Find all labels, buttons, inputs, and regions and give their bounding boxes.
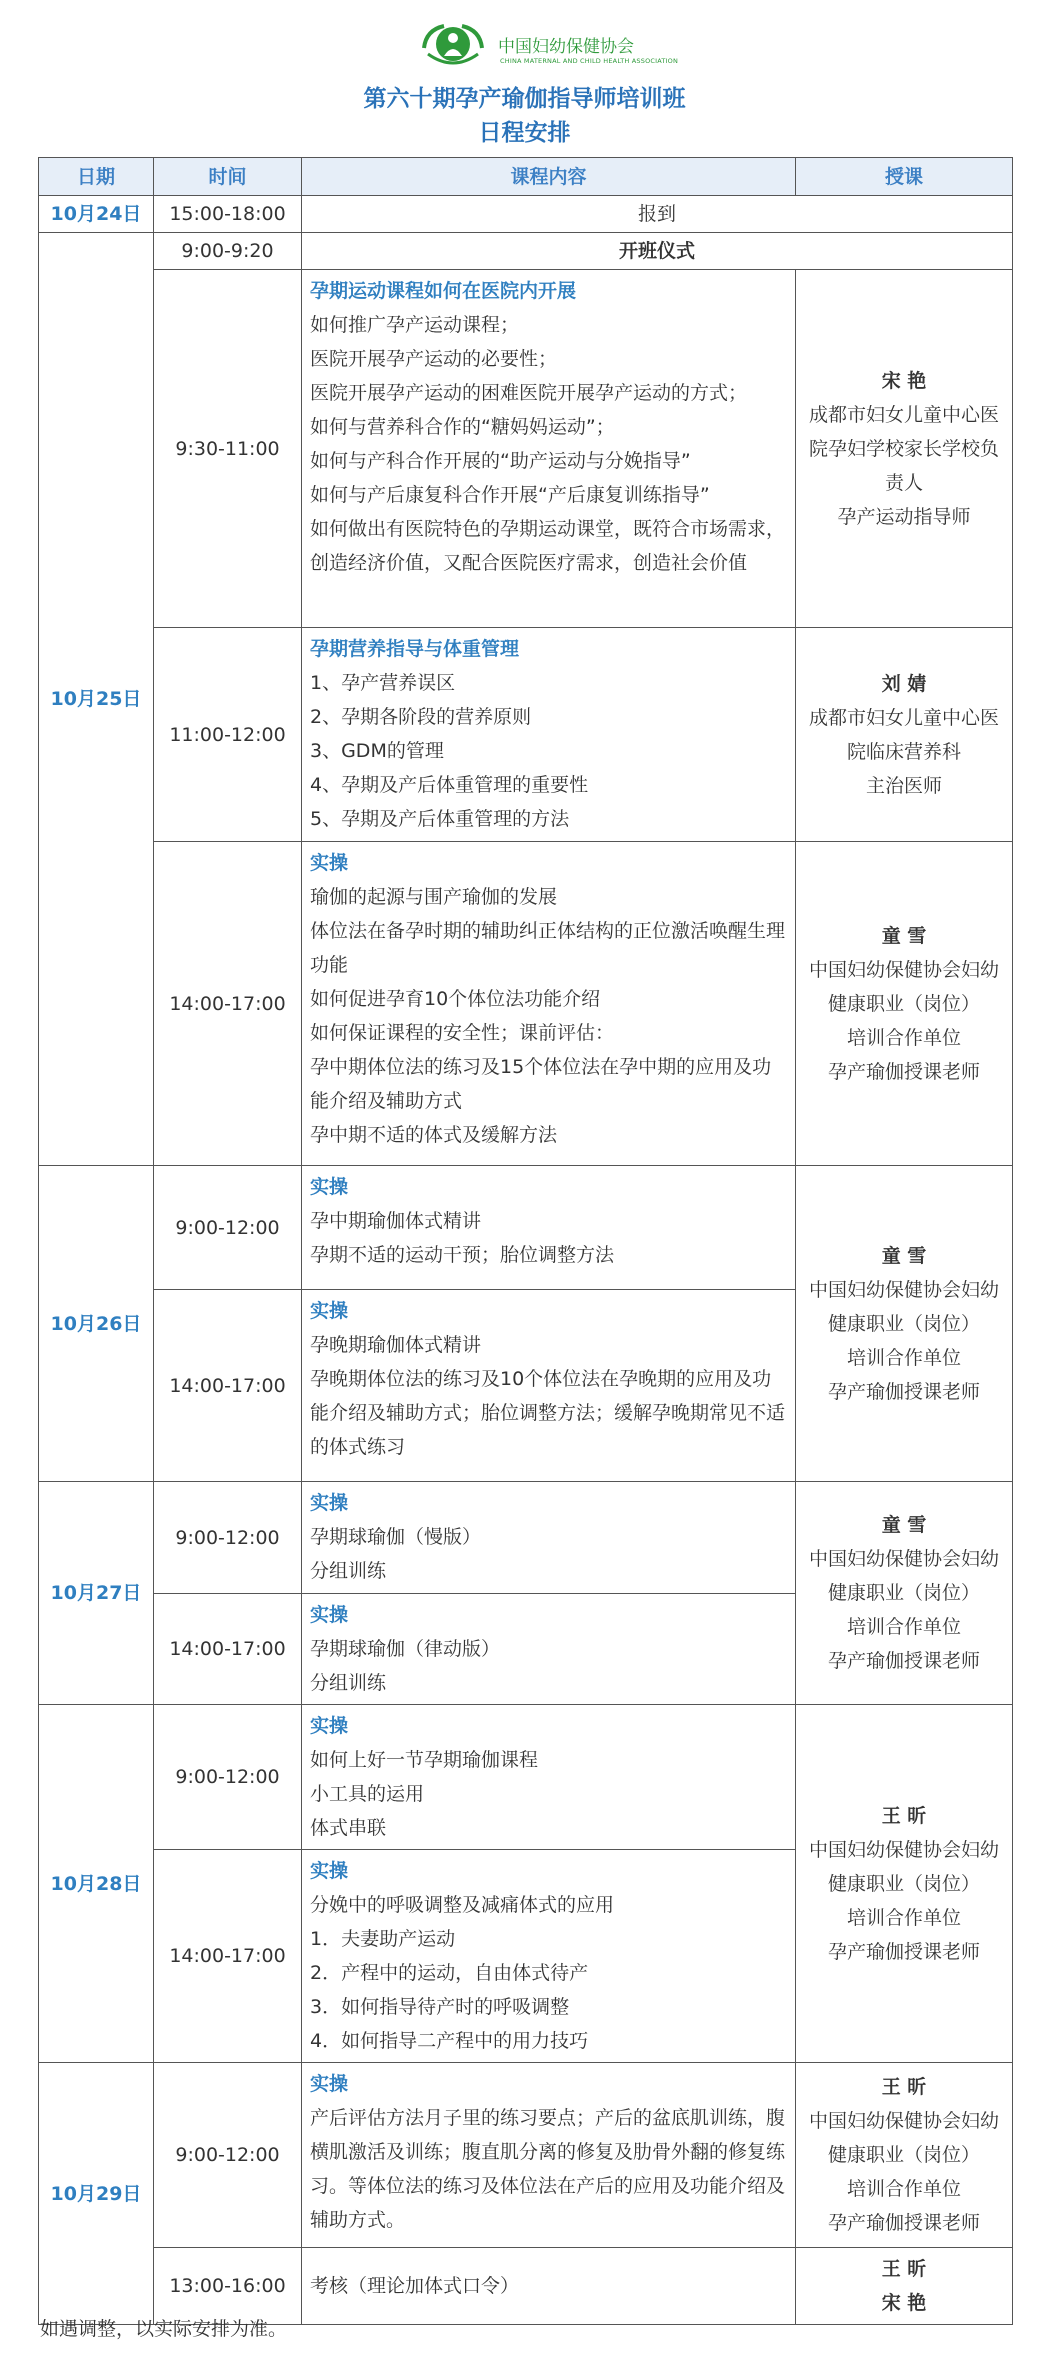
table-row (39, 842, 1013, 1166)
teacher-name: 宋 艳 (881, 369, 927, 392)
teacher-info: 孕产瑜伽授课老师 (827, 1650, 980, 1672)
course-line: 2．产程中的运动，自由体式待产 (310, 1962, 589, 1984)
course-line: 孕中期体位法的练习及15个体位法在孕中期的应用及功能介绍及辅助方式 (310, 1056, 772, 1112)
teacher-cell (796, 842, 1013, 1166)
teacher-cell (796, 2063, 1013, 2248)
time-cell: 11:00-12:00 (154, 628, 302, 842)
course-title: 实操 (310, 1492, 349, 1514)
course-line: 孕期球瑜伽（律动版） (310, 1638, 501, 1660)
course-line: 孕中期不适的体式及缓解方法 (310, 1124, 558, 1146)
teacher-info: 孕产运动指导师 (837, 505, 971, 528)
teacher-info: 成都市妇女儿童中心医院临床营养科 (808, 706, 999, 763)
course-line: 孕中期瑜伽体式精讲 (310, 1210, 482, 1232)
time-cell: 14:00-17:00 (154, 1594, 302, 1705)
teacher-cell (796, 1705, 1013, 2063)
course-line: 1、孕产营养误区 (310, 672, 456, 694)
content-cell: 考核（理论加体式口令） (302, 2248, 796, 2325)
course-line: 如何做出有医院特色的孕期运动课堂，既符合市场需求，创造经济价值，又配合医院医疗需求，创造社会价值 (310, 518, 786, 574)
header-teacher: 授课 (796, 158, 1013, 196)
teacher-cell (796, 1482, 1013, 1705)
content-cell (302, 1594, 796, 1705)
course-title: 孕期运动课程如何在医院内开展 (310, 280, 577, 302)
teacher-info: 中国妇幼保健协会妇幼健康职业（岗位） (808, 1548, 999, 1604)
table-row (39, 1482, 1013, 1594)
course-title: 孕期营养指导与体重管理 (310, 638, 520, 660)
course-line: 医院开展孕产运动的困难医院开展孕产运动的方式； (310, 382, 748, 404)
date-cell: 10月27日 (39, 1482, 154, 1705)
footer-note: 如遇调整，以实际安排为准。 (40, 2318, 288, 2340)
teacher-info: 中国妇幼保健协会妇幼健康职业（岗位） (808, 1278, 999, 1335)
content-cell (302, 1705, 796, 1850)
org-name-cn: 中国妇幼保健协会 (498, 37, 634, 57)
teacher-cell (796, 1166, 1013, 1482)
date-cell: 10月29日 (39, 2063, 154, 2325)
course-line: 如何与营养科合作的“糖妈妈运动”； (310, 416, 615, 438)
teacher-cell (796, 270, 1013, 628)
course-line: 如何促进孕育10个体位法功能介绍 (310, 988, 601, 1010)
page-header (0, 0, 1049, 155)
teacher-name: 刘 婧 (881, 672, 927, 695)
content-cell (302, 1850, 796, 2063)
teacher-cell (796, 628, 1013, 842)
course-line: 1．夫妻助产运动 (310, 1928, 456, 1950)
course-line: 分组训练 (310, 1560, 387, 1582)
teacher-info: 培训合作单位 (846, 1906, 961, 1929)
course-line: 如何上好一节孕期瑜伽课程 (310, 1749, 539, 1771)
content-cell (302, 1482, 796, 1594)
teacher-name: 王 昕 (881, 2076, 927, 2098)
teacher-info: 中国妇幼保健协会妇幼健康职业（岗位） (808, 958, 999, 1015)
table-header-row (39, 158, 1013, 196)
time-cell: 14:00-17:00 (154, 1290, 302, 1482)
course-line: 医院开展孕产运动的必要性； (310, 348, 558, 370)
content-cell (302, 628, 796, 842)
date-cell: 10月26日 (39, 1166, 154, 1482)
course-line: 孕期不适的运动干预；胎位调整方法 (310, 1244, 615, 1266)
course-title: 实操 (310, 1176, 349, 1198)
page-subtitle: 日程安排 (478, 120, 571, 146)
course-line: 产后评估方法月子里的练习要点；产后的盆底肌训练，腹横肌激活及训练；腹直肌分离的修复及肋骨外翻的修复练习。等体位法的练习及体位法在产后的应用及功能介绍及辅助方式。 (310, 2107, 786, 2231)
course-line: 孕晚期体位法的练习及10个体位法在孕晚期的应用及功能介绍及辅助方式；胎位调整方法；缓解孕晚期常见不适的体式练习 (310, 1368, 786, 1458)
time-cell: 9:00-12:00 (154, 2063, 302, 2248)
teacher-info: 培训合作单位 (846, 1026, 961, 1049)
teacher-info: 培训合作单位 (846, 1346, 961, 1369)
teacher-name: 王 昕 (881, 2258, 927, 2280)
teacher-name: 童 雪 (881, 1244, 927, 1267)
course-title: 实操 (310, 1715, 349, 1737)
time-cell: 14:00-17:00 (154, 842, 302, 1166)
time-cell: 9:00-12:00 (154, 1705, 302, 1850)
table-row (39, 270, 1013, 628)
time-cell: 9:00-12:00 (154, 1482, 302, 1594)
teacher-name: 童 雪 (881, 1514, 927, 1536)
course-line: 分组训练 (310, 1672, 387, 1694)
table-row (39, 1705, 1013, 1850)
course-line: 孕晚期瑜伽体式精讲 (310, 1334, 482, 1356)
teacher-info: 培训合作单位 (846, 2178, 961, 2200)
course-line: 4．如何指导二产程中的用力技巧 (310, 2030, 589, 2052)
teacher-name: 王 昕 (881, 1804, 927, 1827)
teacher-name: 童 雪 (881, 924, 927, 947)
course-line: 3．如何指导待产时的呼吸调整 (310, 1996, 570, 2018)
association-logo (418, 20, 679, 74)
date-cell: 10月25日 (39, 233, 154, 1166)
content-cell (302, 1166, 796, 1290)
content-cell (302, 1290, 796, 1482)
course-line: 分娩中的呼吸调整及减痛体式的应用 (310, 1894, 615, 1916)
time-cell: 15:00-18:00 (154, 196, 302, 233)
course-line: 3、GDM的管理 (310, 740, 444, 762)
table-row (39, 233, 1013, 270)
schedule-table (38, 157, 1013, 2325)
table-row (39, 2063, 1013, 2248)
content-cell (302, 2063, 796, 2248)
date-cell: 10月28日 (39, 1705, 154, 2063)
time-cell: 9:30-11:00 (154, 270, 302, 628)
teacher-name: 宋 艳 (881, 2292, 927, 2314)
header-time: 时间 (154, 158, 302, 196)
course-title: 实操 (310, 1300, 349, 1322)
teacher-info: 培训合作单位 (846, 1616, 961, 1638)
teacher-info: 孕产瑜伽授课老师 (827, 1060, 980, 1083)
teacher-info: 孕产瑜伽授课老师 (827, 1940, 980, 1963)
course-line: 孕期球瑜伽（慢版） (310, 1526, 482, 1548)
course-title: 实操 (310, 1860, 349, 1882)
time-cell: 9:00-12:00 (154, 1166, 302, 1290)
page-title: 第六十期孕产瑜伽指导师培训班 (363, 86, 686, 112)
teacher-info: 成都市妇女儿童中心医院孕妇学校家长学校负责人 (808, 403, 999, 494)
course-line: 体式串联 (310, 1817, 387, 1839)
course-title: 实操 (310, 2073, 349, 2095)
header-content: 课程内容 (302, 158, 796, 196)
teacher-info: 中国妇幼保健协会妇幼健康职业（岗位） (808, 2110, 999, 2166)
content-cell: 报到 (302, 196, 1013, 233)
table-row (39, 628, 1013, 842)
content-cell: 开班仪式 (302, 233, 1013, 270)
teacher-cell (796, 2248, 1013, 2325)
table-row (39, 2248, 1013, 2325)
date-cell: 10月24日 (39, 196, 154, 233)
header-date: 日期 (39, 158, 154, 196)
course-line: 5、孕期及产后体重管理的方法 (310, 808, 570, 830)
time-cell: 9:00-9:20 (154, 233, 302, 270)
course-line: 瑜伽的起源与围产瑜伽的发展 (310, 886, 558, 908)
course-line: 体位法在备孕时期的辅助纠正体结构的正位激活唤醒生理功能 (310, 920, 786, 976)
table-row (39, 1166, 1013, 1290)
course-line: 如何与产后康复科合作开展“产后康复训练指导” (310, 484, 710, 506)
content-cell (302, 842, 796, 1166)
teacher-info: 主治医师 (865, 774, 942, 797)
content-cell (302, 270, 796, 628)
course-line: 小工具的运用 (310, 1783, 425, 1805)
teacher-info: 孕产瑜伽授课老师 (827, 2212, 980, 2234)
course-title: 实操 (310, 1604, 349, 1626)
course-line: 如何与产科合作开展的“助产运动与分娩指导” (310, 450, 691, 472)
course-line: 4、孕期及产后体重管理的重要性 (310, 774, 589, 796)
table-row (39, 196, 1013, 233)
course-line: 如何推广孕产运动课程； (310, 314, 520, 336)
emblem-icon (418, 20, 488, 74)
time-cell: 14:00-17:00 (154, 1850, 302, 2063)
course-line: 2、孕期各阶段的营养原则 (310, 706, 532, 728)
teacher-info: 孕产瑜伽授课老师 (827, 1380, 980, 1403)
course-title: 实操 (310, 852, 349, 874)
org-name-en: CHINA MATERNAL AND CHILD HEALTH ASSOCIATION (500, 57, 679, 65)
teacher-info: 中国妇幼保健协会妇幼健康职业（岗位） (808, 1838, 999, 1895)
time-cell: 13:00-16:00 (154, 2248, 302, 2325)
course-line: 如何保证课程的安全性；课前评估： (310, 1022, 615, 1044)
